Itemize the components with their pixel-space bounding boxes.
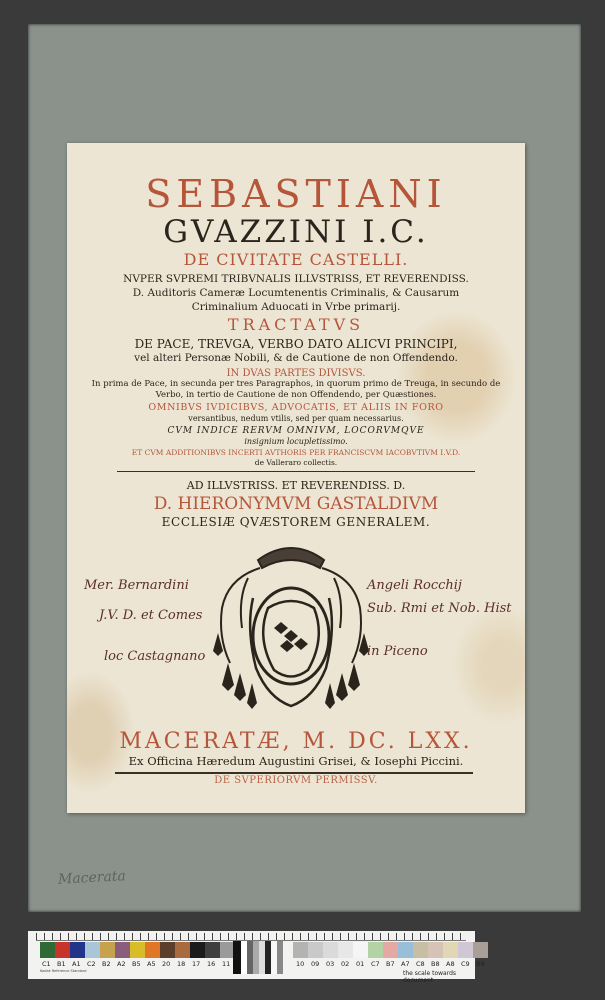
audience-line-2: versantibus, nedum vtilis, sed per quam necessarius. (188, 414, 404, 423)
gray-scale-strip (233, 941, 283, 974)
color-patch (175, 942, 190, 958)
title-page (67, 143, 525, 813)
color-patch (115, 942, 130, 958)
color-patch (85, 942, 100, 958)
color-patch (473, 942, 488, 958)
divider-rule (117, 471, 475, 472)
patch-label: 16 (207, 960, 216, 968)
contents-line-2: Verbo, in tertio de Cautione de non Offendendo, per Quæstiones. (155, 390, 437, 400)
handwriting-right-3: in Piceno (367, 644, 428, 659)
patch-label: C7 (371, 960, 380, 968)
color-patch (55, 942, 70, 958)
patch-label: B9 (476, 960, 485, 968)
patch-label: C8 (416, 960, 425, 968)
handwriting-left-1: Mer. Bernardini (84, 578, 189, 593)
patch-label: A2 (117, 960, 126, 968)
coat-of-arms-icon (208, 538, 374, 723)
patch-label: 09 (311, 960, 320, 968)
patch-label: 11 (222, 960, 231, 968)
contents-line-1: In prima de Pace, in secunda per tres Paragraphos, in quorum primo de Treuga, in secundo de (91, 379, 501, 389)
patch-label: 18 (177, 960, 186, 968)
color-patch (205, 942, 220, 958)
card-fine-print: Kodak Reference Standard (40, 969, 87, 973)
color-patch (308, 942, 323, 958)
color-patch (398, 942, 413, 958)
handwriting-right-1: Angeli Rocchij (367, 578, 462, 593)
office-line-2: D. Auditoris Cameræ Locumtenentis Criminalis, & Causarum (132, 287, 460, 299)
office-line-1: NVPER SVPREMI TRIBVNALIS ILLVSTRISS, ET REVERENDISS. (123, 273, 469, 285)
subject-line: DE PACE, TREVGA, VERBO DATO ALICVI PRINCIPI, (134, 337, 458, 351)
patch-label: C9 (461, 960, 470, 968)
author-city: DE CIVITATE CASTELLI. (183, 250, 409, 269)
color-patches-right (293, 942, 488, 958)
office-line-3: Criminalium Aduocati in Vrbe primarij. (191, 301, 401, 313)
color-patch (353, 942, 368, 958)
audience-line: OMNIBVS IVDICIBVS, ADVOCATIS, ET ALIIS IN FORO (148, 402, 444, 413)
patch-label: B7 (386, 960, 395, 968)
author-name: SEBASTIANI (145, 172, 447, 216)
color-patch (383, 942, 398, 958)
patch-label: 02 (341, 960, 350, 968)
patch-label: B5 (132, 960, 141, 968)
additions-line: ET CVM ADDITIONIBVS INCERTI AVTHORIS PER FRANCISCVM IACOBVTIVM I.V.D. (131, 448, 461, 457)
color-patch (368, 942, 383, 958)
license-line: DE SVPERIORVM PERMISSV. (214, 775, 378, 786)
index-line: CVM INDICE RERVM OMNIVM, LOCORVMQVE (167, 426, 425, 436)
patch-label: 03 (326, 960, 335, 968)
color-patch (458, 942, 473, 958)
patch-label: 20 (162, 960, 171, 968)
imprint-place-date: MACERATÆ, M. DC. LXX. (119, 729, 473, 754)
patch-label: A5 (147, 960, 156, 968)
patch-label: B8 (431, 960, 440, 968)
patch-label: B1 (57, 960, 66, 968)
handwriting-left-3: loc Castagnano (104, 649, 206, 664)
dedication-line: AD ILLVSTRISS. ET REVERENDISS. D. (186, 479, 406, 492)
patch-label: A1 (72, 960, 81, 968)
color-patch (323, 942, 338, 958)
imprint-printer: Ex Officina Hæredum Augustini Grisei, & Iosephi Piccini. (128, 754, 464, 768)
patch-label: C1 (42, 960, 51, 968)
color-patch (428, 942, 443, 958)
color-patch (160, 942, 175, 958)
card-ruler (36, 933, 466, 941)
color-patch (100, 942, 115, 958)
additions-line-2: de Valleraro collectis. (254, 458, 338, 467)
patch-labels-right (296, 960, 491, 968)
color-patch (40, 942, 55, 958)
color-patch (70, 942, 85, 958)
patch-label: A7 (401, 960, 410, 968)
patch-label: 17 (192, 960, 201, 968)
author-surname: GVAZZINI I.C. (163, 214, 429, 250)
division-line: IN DVAS PARTES DIVISVS. (226, 368, 366, 379)
color-patch (130, 942, 145, 958)
dedicatee-name: D. HIERONYMVM GASTALDIVM (153, 494, 439, 514)
patch-label: A8 (446, 960, 455, 968)
color-patch (338, 942, 353, 958)
color-patch (145, 942, 160, 958)
imprint-rule (115, 772, 473, 774)
color-calibration-card (28, 931, 485, 984)
patch-label: B2 (102, 960, 111, 968)
color-patch (413, 942, 428, 958)
color-patch (443, 942, 458, 958)
color-patches-left (40, 942, 235, 958)
patch-label: C2 (87, 960, 96, 968)
handwriting-right-2: Sub. Rmi et Nob. Hist (367, 601, 512, 616)
color-patch (190, 942, 205, 958)
board-pencil-note: Macerata (57, 868, 127, 888)
work-title: TRACTATVS (227, 315, 365, 334)
subject-line-2: vel alteri Personæ Nobili, & de Cautione de non Offendendo. (134, 352, 458, 364)
card-note: the scale towards document (403, 970, 457, 984)
index-line-2: insignium locupletissimo. (244, 437, 348, 446)
dedicatee-title: ECCLESIÆ QVÆSTOREM GENERALEM. (161, 515, 431, 529)
color-patch (293, 942, 308, 958)
patch-label: 10 (296, 960, 305, 968)
patch-label: 01 (356, 960, 365, 968)
patch-labels-left (42, 960, 237, 968)
handwriting-left-2: J.V. D. et Comes (99, 608, 203, 623)
